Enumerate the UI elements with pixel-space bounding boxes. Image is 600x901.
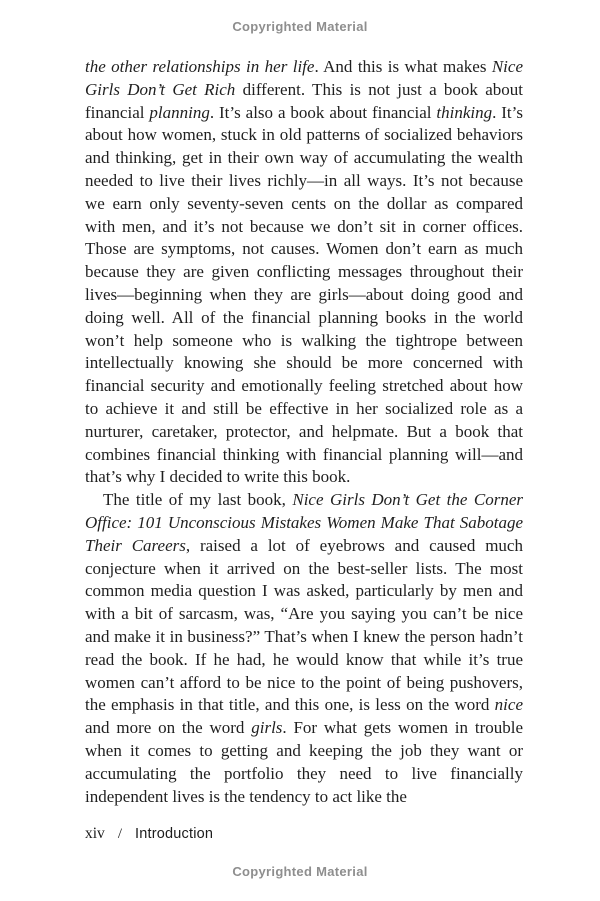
italic-run: the other relationships in her life [85, 57, 315, 76]
italic-run: Nice Girls Don’t Get the Corner Office: 101 Unconscious Mistakes Women Make That Sabotage Their Careers [85, 490, 523, 555]
copyright-watermark-top: Copyrighted Material [232, 19, 368, 34]
text-run: . It’s about how women, stuck in old patterns of socialized behaviors and thinking, get in their own way of accumulating the wealth needed to live their lives richly—in all ways. It’s not because we earn only seventy-seven cents on the dollar as compared with men, and it’s not because we don’t sit in corner offices. Those are symptoms, not causes. Women don’t earn as much because they are given conflicting messages throughout their lives—beginning when they are girls—about doing good and doing well. All of the financial planning books in the world won’t help someone who is walking the tightrope between intellectually knowing she should be more concerned with financial security and emotionally feeling stretched about how to achieve it and still be effective in her socialized role as a nurturer, caretaker, protector, and helpmate. But a book that combines financial thinking with financial planning will—and that’s why I decided to write this book. [85, 102, 523, 487]
italic-run: planning [149, 102, 210, 122]
text-run: . For what gets women in trouble when it comes to getting and keeping the job they want or accumulating the portfolio they need to live financially independent lives is the tendency to act like the [85, 718, 523, 806]
page-number: xiv [85, 825, 105, 842]
copyright-watermark-bottom: Copyrighted Material [232, 864, 368, 879]
page-footer [85, 825, 213, 843]
italic-run: nice [494, 695, 523, 715]
text-run: different. This is not just a book about financial [85, 79, 523, 122]
text-run: . And this is what makes [314, 57, 492, 76]
italic-run: girls [251, 718, 283, 738]
body-text [85, 56, 523, 808]
paragraph [85, 56, 523, 489]
text-run: , raised a lot of eyebrows and caused much conjecture when it arrived on the best-seller lists. The most common media question I was asked, particularly by men and with a bit of sarcasm, was, “Are you saying you can’t be nice and make it in business?” That’s when I knew the person hadn’t read the book. If he had, he would know that while it’s true women can’t afford to be nice to the point of being pushovers, the emphasis in that title, and this one, is less on the word [85, 535, 523, 715]
footer-separator: / [117, 826, 122, 842]
section-title: Introduction [134, 826, 214, 842]
italic-run: thinking [436, 102, 493, 122]
text-run: . It’s also a book about financial [209, 102, 437, 122]
text-run: The title of my last book, [103, 490, 293, 510]
paragraph [85, 489, 523, 808]
italic-run: Nice Girls Don’t Get Rich [85, 57, 523, 99]
text-run: and more on the word [85, 718, 252, 738]
